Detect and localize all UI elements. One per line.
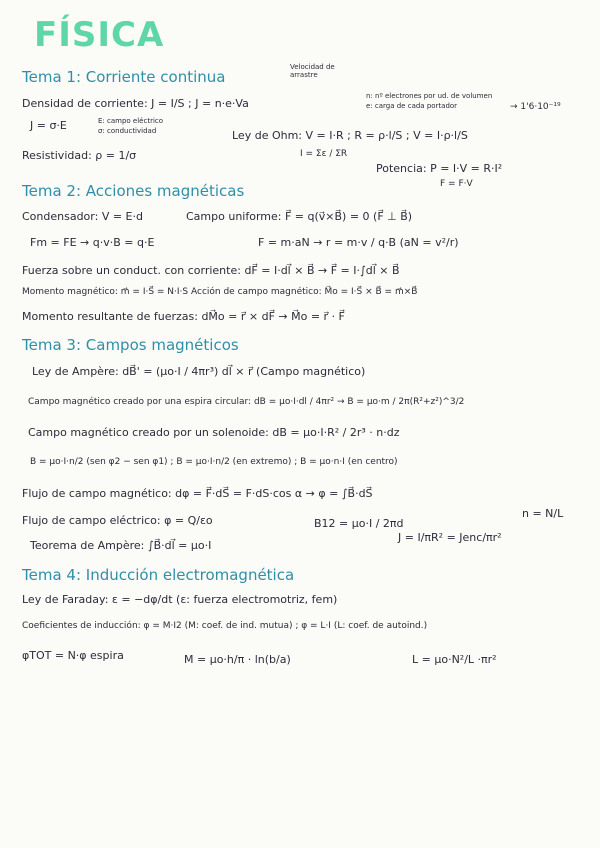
momento-formula: Momento magnético: m⃗ = I·S⃗ = N·I·S Acción de campo magnético: M⃗o = I·S⃗ × B⃗ = m⃗×B⃗ [22,287,418,297]
b12-formula: B12 = μo·I / 2πd [314,517,404,530]
l-formula: L = μo·N²/L ·πr² [412,653,497,666]
f-fv-formula: F = F·V [440,179,473,189]
m-formula: M = μo·h/π · ln(b/a) [184,653,291,666]
f-man-formula: F = m·aN → r = m·v / q·B (aN = v²/r) [258,236,459,249]
b-cases-formula: B = μo·I·n/2 (sen φ2 − sen φ1) ; B = μo·I·n/2 (en extremo) ; B = μo·n·I (en centro) [30,457,398,467]
espira-formula: Campo magnético creado por una espira circular: dB = μo·I·dl / 4πr² → B = μo·m / 2π(R²+z²)^3/2 [28,397,465,407]
phi-tot-formula: φTOT = N·φ espira [22,649,124,662]
j-r-formula: J = I/πR² = Jenc/πr² [398,531,502,544]
teorema-formula: Teorema de Ampère: ∫B⃗·dl⃗ = μo·I [30,539,212,552]
j-sigma-note-e: E: campo eléctrico [98,117,164,125]
j-sigma-formula: J = σ·E [30,119,67,132]
i-formula: I = Σε / ΣR [300,149,348,159]
fuerza-conductor-formula: Fuerza sobre un conduct. con corriente: dF⃗ = I·dl⃗ × B⃗ → F⃗ = I·∫dl⃗ × B⃗ [22,264,400,277]
condensador-formula: Condensador: V = E·d [22,210,143,223]
tema1-heading: Tema 1: Corriente continua [22,68,226,86]
tema4-heading: Tema 4: Inducción electromagnética [22,566,295,584]
momento-resultante-formula: Momento resultante de fuerzas: dM⃗o = r⃗ × dF⃗ → M⃗o = r⃗ · F⃗ [22,310,345,323]
densidad-note-n: n: nº electrones por ud. de volumen [366,92,493,100]
j-sigma-note-s: σ: conductividad [98,127,157,135]
page-title: FÍSICA [34,15,165,55]
tema2-heading: Tema 2: Acciones magnéticas [22,182,245,200]
flujo-electrico-formula: Flujo de campo eléctrico: φ = Q/εo [22,514,213,527]
n-ratio: n = N/L [522,507,564,520]
velocidad-note: Velocidad de arrastre [290,63,335,79]
ampere-law-formula: Ley de Ampère: dB⃗' = (μo·I / 4πr³) dl⃗ × r⃗ (Campo magnético) [32,365,366,378]
potencia-formula: Potencia: P = I·V = R·I² [376,162,503,175]
campo-uniforme-formula: Campo uniforme: F⃗ = q(v⃗×B⃗) = 0 (F⃗ ⊥ B⃗) [186,210,413,223]
solenoide-formula: Campo magnético creado por un solenoide: dB = μo·I·R² / 2r³ · n·dz [28,426,400,439]
coeficientes-formula: Coeficientes de inducción: φ = M·I2 (M: coef. de ind. mutua) ; φ = L·I (L: coef. de autoind.) [22,621,428,631]
densidad-note-e: e: carga de cada portador [366,102,458,110]
fm-fe-formula: Fm = FE → q·v·B = q·E [30,236,155,249]
faraday-formula: Ley de Faraday: ε = −dφ/dt (ε: fuerza electromotriz, fem) [22,593,338,606]
densidad-value: → 1'6·10⁻¹⁹ [510,102,561,112]
ohm-formula: Ley de Ohm: V = I·R ; R = ρ·l/S ; V = I·ρ·l/S [232,129,468,142]
tema3-heading: Tema 3: Campos magnéticos [22,336,239,354]
resistividad-formula: Resistividad: ρ = 1/σ [22,149,137,162]
densidad-formula: Densidad de corriente: J = I/S ; J = n·e·Va [22,97,249,110]
flujo-magnetico-formula: Flujo de campo magnético: dφ = F⃗·dS⃗ = F·dS·cos α → φ = ∫B⃗·dS⃗ [22,487,373,500]
